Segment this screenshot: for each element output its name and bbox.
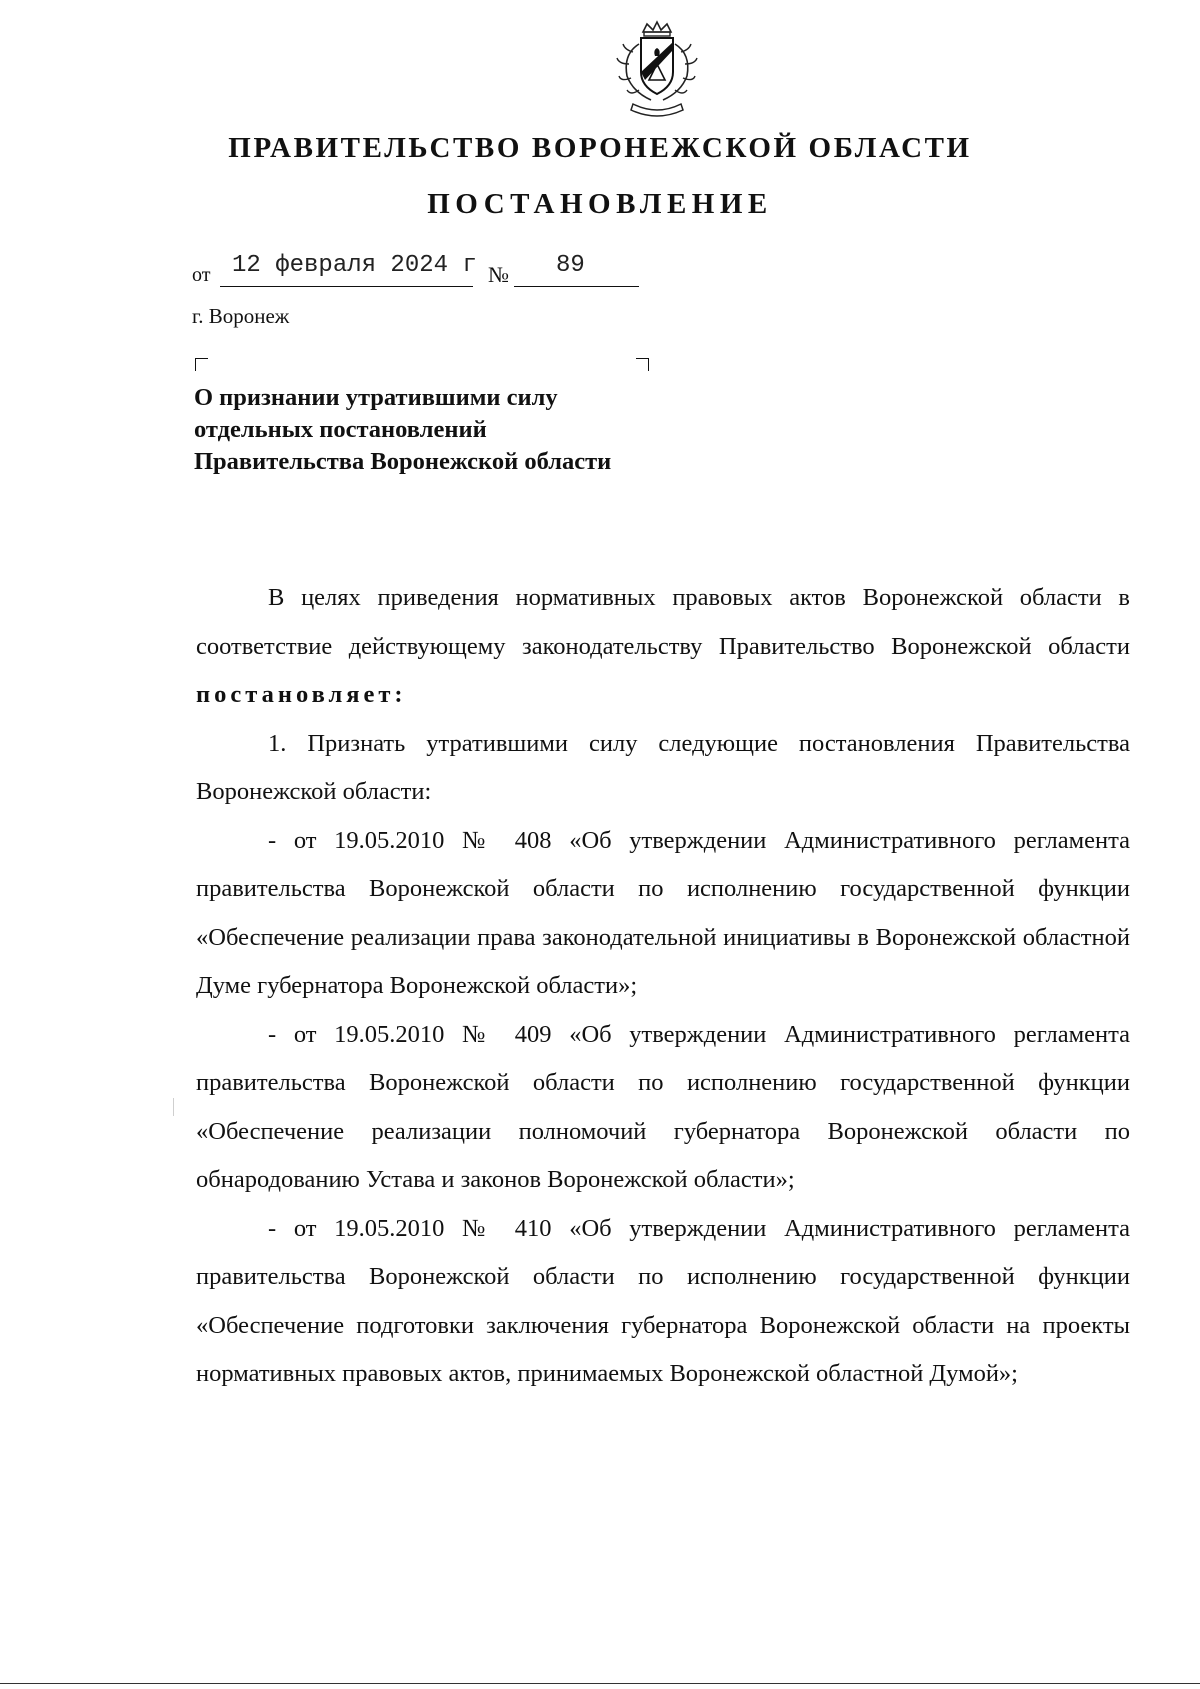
- city-label: г. Воронеж: [192, 304, 290, 328]
- date-underline: [220, 286, 473, 287]
- document-type-title: ПОСТАНОВЛЕНИЕ: [427, 188, 773, 220]
- document-body: [196, 574, 1130, 1399]
- voronezh-coat-of-arms-icon: [603, 20, 711, 120]
- preamble-paragraph: [196, 574, 1130, 720]
- subject-line: отдельных постановлений: [194, 416, 487, 443]
- repealed-act-item: - от 19.05.2010 № 409 «Об утверждении Административного регламента правительства Воронежской области по исполнению государственной функции «Обеспечение реализации полномочий губернатора Воронежской области по обнародованию Устава и законов Воронежской области»;: [196, 1020, 1130, 1193]
- subject-line: Правительства Воронежской области: [194, 448, 612, 475]
- repealed-act-item: - от 19.05.2010 № 410 «Об утверждении Административного регламента правительства Воронежской области по исполнению государственной функции «Обеспечение подготовки заключения губернатора Воронежской области на проекты нормативных правовых актов, принимаемых Воронежской областной Думой»;: [196, 1214, 1130, 1387]
- repealed-act-item: - от 19.05.2010 № 408 «Об утверждении Административного регламента правительства Воронежской области по исполнению государственной функции «Обеспечение реализации права законодательной инициативы в Воронежской областной Думе губернатора Воронежской области»;: [196, 826, 1130, 999]
- document-subject: [194, 382, 611, 478]
- item-1-paragraph: 1. Признать утратившими силу следующие постановления Правительства Воронежской области:: [196, 729, 1130, 805]
- number-underline: [514, 286, 639, 287]
- resolves-word: постановляет:: [196, 681, 407, 708]
- page-bottom-edge: [0, 1683, 1200, 1684]
- subject-corner-right: [636, 358, 649, 371]
- document-date: 12 февраля 2024 г: [232, 252, 477, 279]
- date-number-line: [192, 252, 652, 286]
- government-title: ПРАВИТЕЛЬСТВО ВОРОНЕЖСКОЙ ОБЛАСТИ: [228, 132, 972, 164]
- scan-margin-mark: [173, 1098, 174, 1116]
- subject-corner-left: [195, 358, 208, 371]
- number-sign: №: [488, 262, 509, 287]
- date-prefix: от: [192, 264, 211, 286]
- document-number: 89: [556, 252, 585, 279]
- preamble-text: В целях приведения нормативных правовых актов Воронежской области в соответствие действующему законодательству Правительство Воронежской области: [196, 584, 1130, 660]
- subject-line: О признании утратившими силу: [194, 384, 558, 411]
